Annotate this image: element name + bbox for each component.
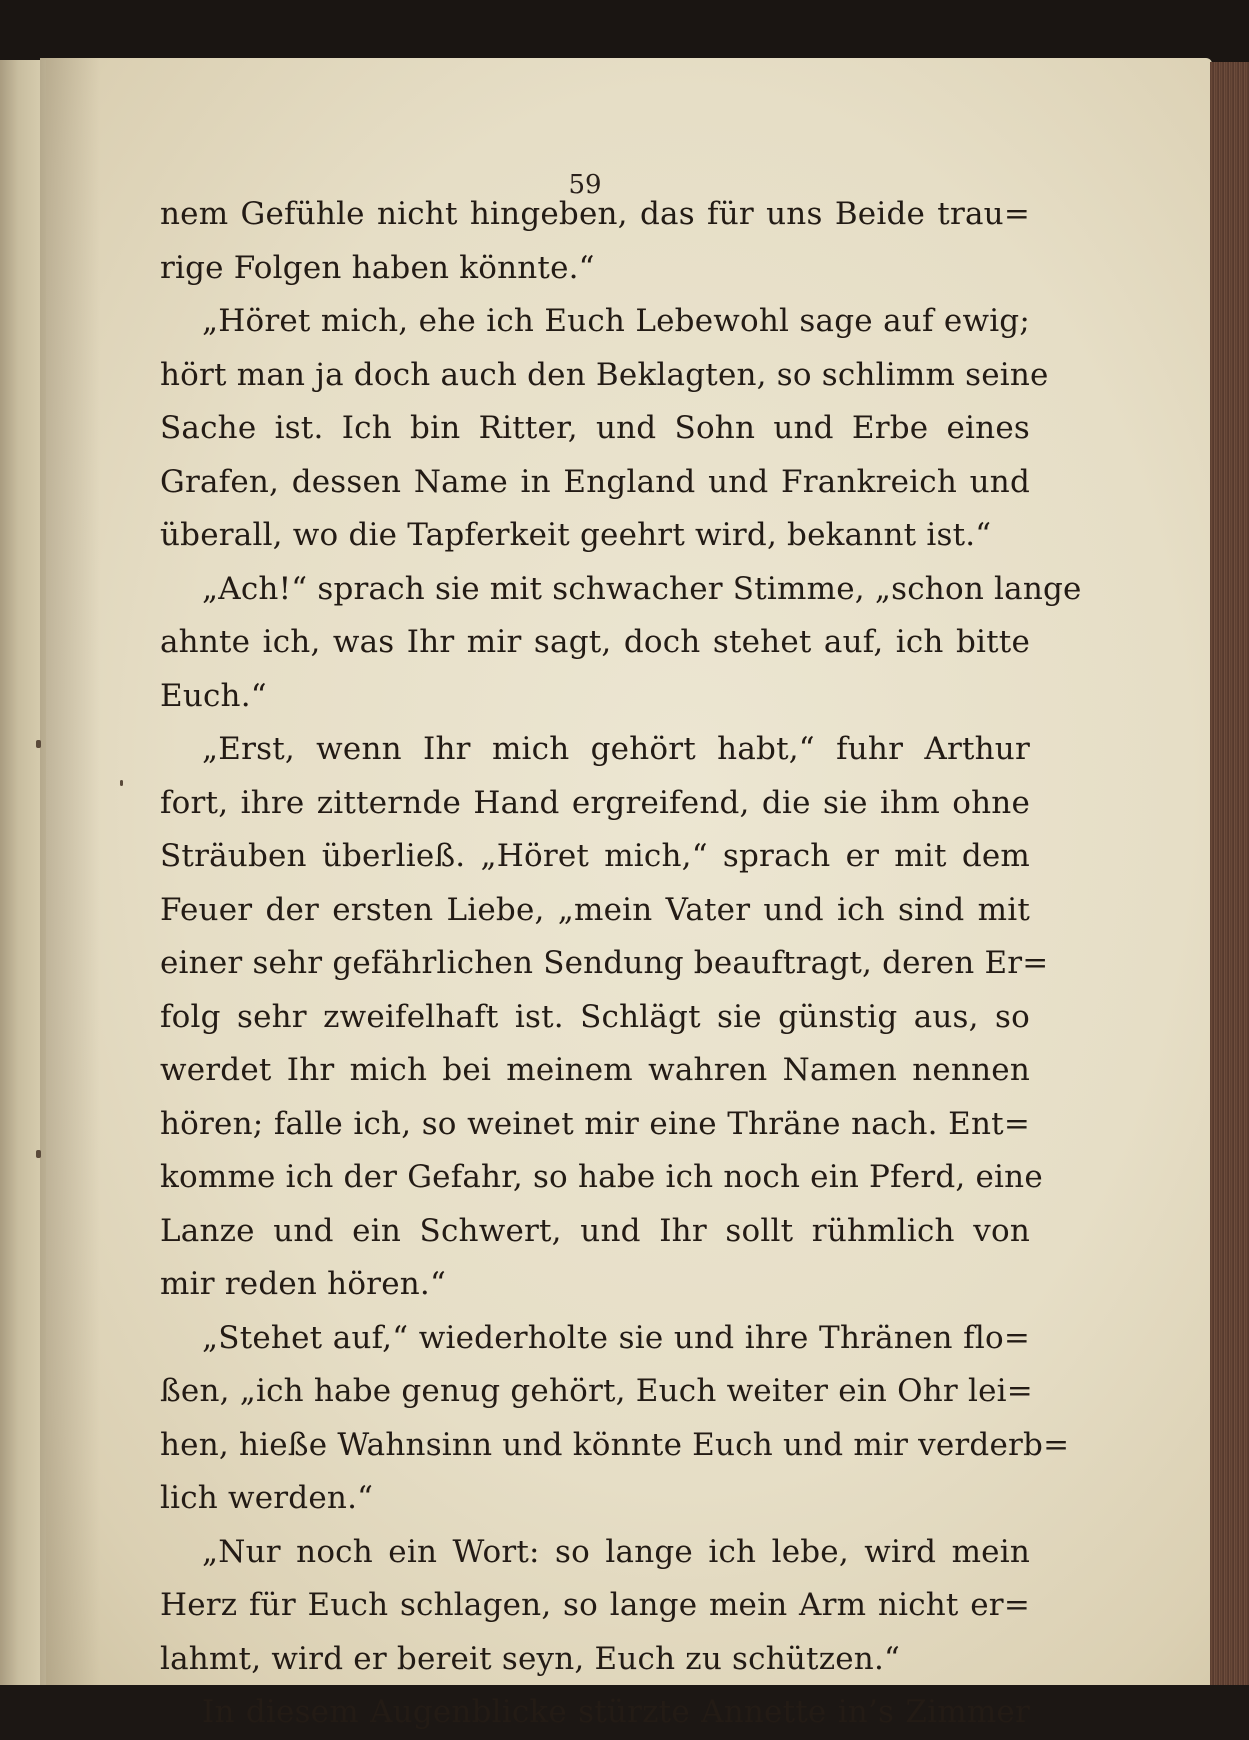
text-line: lahmt, wird er bereit seyn, Euch zu schützen.“	[160, 1640, 901, 1677]
text-line: ßen, „ich habe genug gehört, Euch weiter ein Ohr lei=	[160, 1373, 1033, 1409]
text-line: mir reden hören.“	[160, 1266, 447, 1302]
text-line: nem Gefühle nicht hingeben, das für uns Beide trau=	[160, 196, 1030, 232]
text-line: hört man ja doch auch den Beklagten, so schlimm seine	[160, 356, 1049, 393]
text-line: rige Folgen haben könnte.“	[160, 249, 595, 286]
text-line: Sache ist. Ich bin Ritter, und Sohn und Erbe eines	[160, 410, 1030, 446]
margin-mark	[120, 780, 123, 786]
margin-mark	[36, 740, 41, 748]
text-line: Sträuben überließ. „Höret mich,“ sprach er mit dem	[160, 838, 1030, 874]
text-line: „Stehet auf,“ wiederholte sie und ihre Thränen flo=	[202, 1319, 1030, 1356]
text-line: fort, ihre zitternde Hand ergreifend, die sie ihm ohne	[160, 784, 1030, 821]
text-line: folg sehr zweifelhaft ist. Schlägt sie günstig aus, so	[160, 998, 1030, 1035]
text-line: In diesem Augenblicke stürzte Annette in’s Zimmer	[202, 1694, 1030, 1730]
gutter-shadow	[40, 58, 100, 1685]
text-line: Grafen, dessen Name in England und Frankreich und	[160, 463, 1030, 500]
page-number: 59	[568, 170, 602, 200]
text-line: „Höret mich, ehe ich Euch Lebewohl sage auf ewig;	[202, 303, 1030, 339]
text-line: „Ach!“ sprach sie mit schwacher Stimme, „schon lange	[202, 570, 1082, 607]
text-line: werdet Ihr mich bei meinem wahren Namen nennen	[160, 1052, 1030, 1088]
text-line: Herz für Euch schlagen, so lange mein Arm nicht er=	[160, 1587, 1030, 1623]
text-line: komme ich der Gefahr, so habe ich noch ein Pferd, eine	[160, 1159, 1043, 1195]
text-line: Euch.“	[160, 677, 267, 714]
margin-mark	[36, 1150, 41, 1158]
page-edges	[1210, 62, 1249, 1685]
text-line: einer sehr gefährlichen Sendung beauftragt, deren Er=	[160, 945, 1049, 981]
text-line: Feuer der ersten Liebe, „mein Vater und ich sind mit	[160, 891, 1030, 928]
text-line: „Erst, wenn Ihr mich gehört habt,“ fuhr Arthur	[202, 731, 1030, 767]
text-line: „Nur noch ein Wort: so lange ich lebe, wird mein	[202, 1533, 1030, 1570]
scan-background-top	[0, 0, 1249, 62]
text-line: hen, hieße Wahnsinn und könnte Euch und mir verderb=	[160, 1426, 1070, 1463]
body-text	[160, 188, 1082, 1740]
text-line: lich werden.“	[160, 1480, 374, 1516]
text-line: Lanze und ein Schwert, und Ihr sollt rühmlich von	[160, 1212, 1030, 1249]
text-line: hören; falle ich, so weinet mir eine Thräne nach. Ent=	[160, 1105, 1030, 1142]
text-line: ahnte ich, was Ihr mir sagt, doch stehet auf, ich bitte	[160, 624, 1030, 660]
text-line: überall, wo die Tapferkeit geehrt wird, bekannt ist.“	[160, 517, 992, 553]
